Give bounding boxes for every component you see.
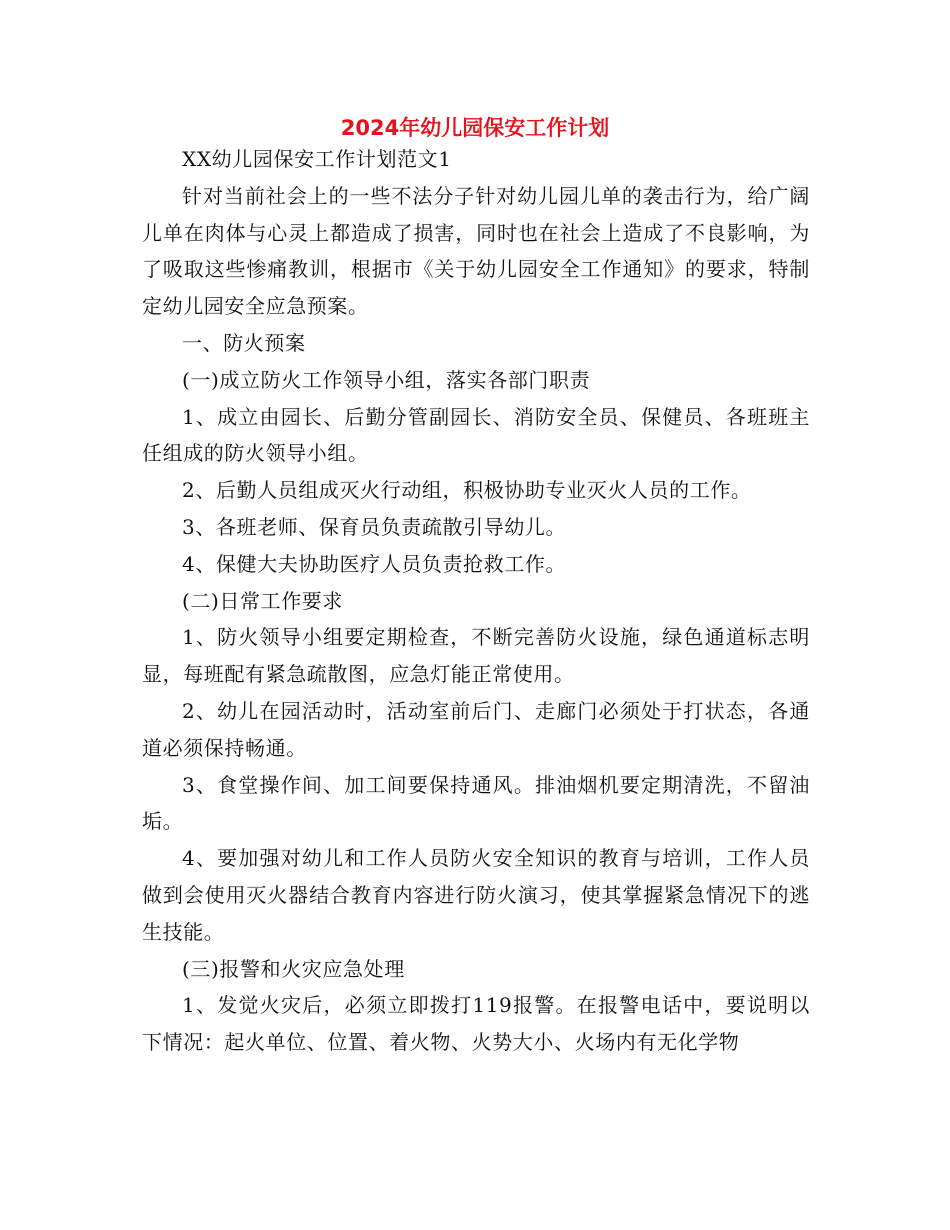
body-paragraph: 1、发觉火灾后，必须立即拨打119报警。在报警电话中，要说明以下情况：起火单位、位置、着火物、火势大小、火场内有无化学物 — [142, 993, 810, 1055]
body-paragraph: 2、幼儿在园活动时，活动室前后门、走廊门必须处于打状态，各通道必须保持畅通。 — [142, 698, 810, 760]
subsection-heading: (三)报警和火灾应急处理 — [182, 956, 405, 981]
document-title: 2024年幼儿园保安工作计划 — [340, 116, 610, 140]
body-paragraph: 3、食堂操作间、加工间要保持通风。排油烟机要定期清洗，不留油垢。 — [142, 772, 810, 834]
body-paragraph: 2、后勤人员组成灭火行动组，积极协助专业灭火人员的工作。 — [182, 478, 752, 503]
body-paragraph: 1、防火领导小组要定期检查，不断完善防火设施，绿色通道标志明显，每班配有紧急疏散图，应急灯能正常使用。 — [142, 625, 810, 687]
body-paragraph: 4、要加强对幼儿和工作人员防火安全知识的教育与培训，工作人员做到会使用灭火器结合教育内容进行防火演习，使其掌握紧急情况下的逃生技能。 — [142, 846, 810, 944]
document-body — [142, 141, 810, 1061]
body-paragraph: 1、成立由园长、后勤分管副园长、消防安全员、保健员、各班班主任组成的防火领导小组。 — [142, 404, 810, 466]
subtitle-paragraph: XX幼儿园保安工作计划范文1 — [182, 147, 452, 171]
body-paragraph: 4、保健大夫协助医疗人员负责抢救工作。 — [182, 551, 567, 576]
section-heading: 一、防火预案 — [182, 330, 306, 355]
body-paragraph: 针对当前社会上的一些不法分子针对幼儿园儿单的袭击行为，给广阔儿单在肉体与心灵上都造成了损害，同时也在社会上造成了不良影响，为了吸取这些惨痛教训，根据市《关于幼儿园安全工作通知》的要求，特制定幼儿园安全应急预案。 — [142, 183, 810, 319]
body-paragraph: 3、各班老师、保育员负责疏散引导幼儿。 — [182, 514, 567, 539]
subsection-heading: (二)日常工作要求 — [182, 588, 344, 613]
subsection-heading: (一)成立防火工作领导小组，落实各部门职责 — [182, 367, 591, 392]
